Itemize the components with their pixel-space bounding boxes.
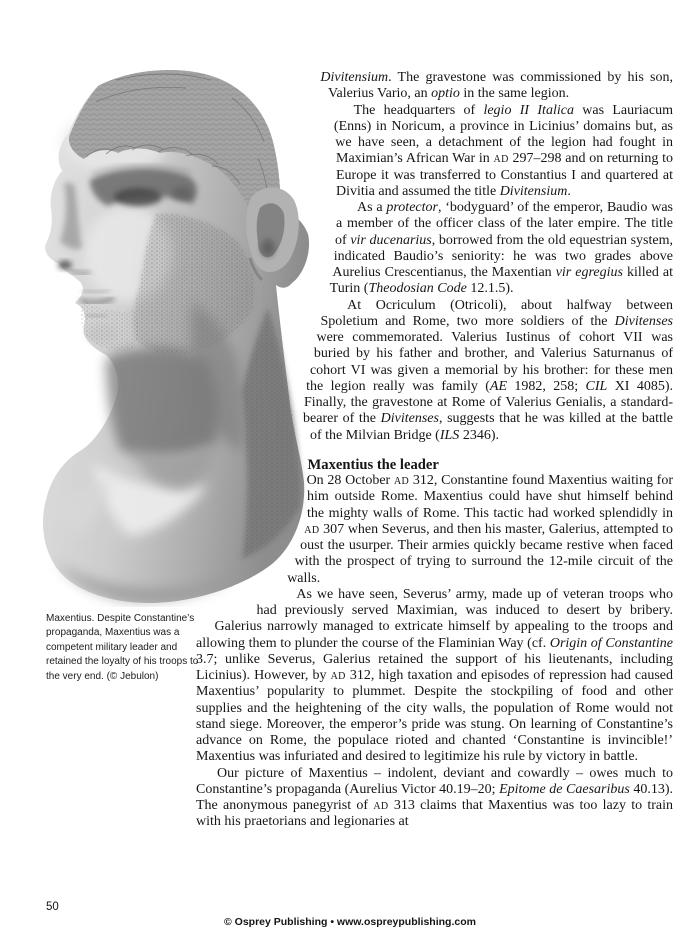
- body-paragraph: Divitensium. The gravestone was commissioned by his son, Valerius Vario, an optio in the same legion.: [320, 70, 673, 102]
- page-footer: © Osprey Publishing • www.ospreypublishing.com: [224, 916, 476, 928]
- page-number: 50: [46, 901, 59, 913]
- body-paragraph: At Ocriculum (Otricoli), about halfway between Spoletium and Rome, two more soldiers of the Divitenses were commemorated. Valerius Iustinus of cohort VII was buried by his father and brother, and Valerius Saturnanus of cohort VI was given a memorial by his brother: for these men the legion really was family (AE 1982, 258; CIL XI 4085). Finally, the gravestone at Rome of Valerius Genialis, a standard-bearer of the Divitenses, suggests that he was killed at the battle of the Milvian Bridge (ILS 2346).: [303, 297, 674, 443]
- body-text-column: [196, 70, 673, 831]
- body-paragraph: As we have seen, Severus’ army, made up of veteran troops who had previously served Maximian, was induced to desert by bribery. Galerius narrowly managed to extricate himself by appealing to the troops and allowing them to plunder the course of the Flaminian Way (cf. Origin of Constantine 3.7; unlike Severus, Galerius retained the support of his lieutenants, including Licinius). However, by ad 312, high taxation and episodes of repression had caused Maxentius’ popularity to plummet. Despite the stockpiling of food and other supplies and the heightening of the city walls, the population of Rome would not stand siege. Moreover, the emperor’s pride was stung. On learning of Constantine’s advance on Rome, the populace rioted and chanted ‘Constantine is invincible!’ Maxentius was infuriated and desired to legitimize his rule by victory in battle.: [196, 586, 674, 765]
- body-paragraph: As a protector, ‘bodyguard’ of the emperor, Baudio was a member of the officer class of the later empire. The title of vir ducenarius, borrowed from the old equestrian system, indicated Baudio’s seniority: he was two grades above Aurelius Crescentianus, the Maxentian vir egregius killed at Turin (Theodosian Code 12.1.5).: [329, 200, 674, 297]
- body-paragraph: Our picture of Maxentius – indolent, deviant and cowardly – owes much to Constantine’s propaganda (Aurelius Victor 40.19–20; Epitome de Caesaribus 40.13). The anonymous panegyrist of ad 313 claims that Maxentius was too lazy to train with his praetorians and legionaries at: [196, 765, 674, 830]
- section-heading: Maxentius the leader: [307, 456, 439, 473]
- figure-caption: Maxentius. Despite Constantine’s propaganda, Maxentius was a competent military leader and retained the loyalty of his troops to the very end. (© Jebulon): [46, 613, 199, 682]
- body-paragraph: On 28 October ad 312, Constantine found Maxentius waiting for him outside Rome. Maxentius could have shut himself behind the mighty walls of Rome. This tactic had worked splendidly in ad 307 when Severus, and then his master, Galerius, attempted to oust the usurper. Their armies quickly became restive when faced with the prospect of trying to surround the 12-mile circuit of the walls.: [287, 473, 673, 586]
- body-paragraph: The headquarters of legio II Italica was Lauriacum (Enns) in Noricum, a province in Licinius’ domains but, as we have seen, a detachment of the legion had fought in Maximian’s African War in ad 297–298 and on returning to Europe it was transferred to Constantius I and quartered at Divitia and assumed the title Divitensium.: [333, 102, 674, 199]
